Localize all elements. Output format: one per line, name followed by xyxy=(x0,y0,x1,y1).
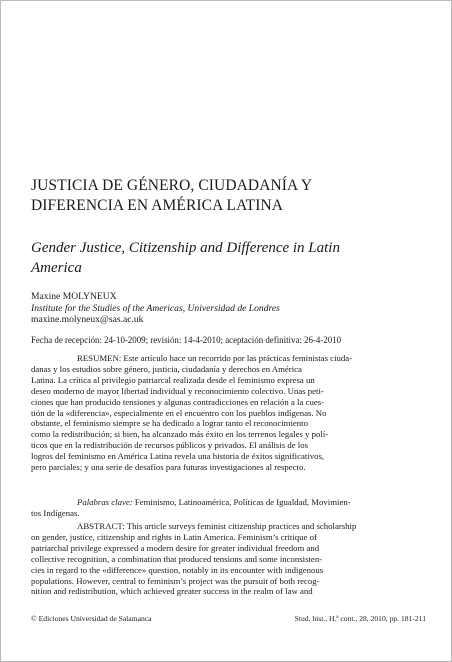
resumen-line: logros del feminismo en América Latina revela una historia de éxitos significativos, xyxy=(31,451,325,462)
resumen-line: como la redistribución; si bien, ha alcanzado más éxito en los terrenos legales y polí- xyxy=(31,429,329,440)
resumen-line: danas y los estudios sobre género, justicia, ciudadanía y derechos en América xyxy=(31,363,302,374)
resumen-line: RESUMEN: Este artículo hace un recorrido por las prácticas feministas ciuda- xyxy=(77,353,353,363)
keywords-line-1 xyxy=(31,497,423,508)
resumen-line: tión de la «diferencia», especialmente en el encuentro con los pueblos indígenas. No xyxy=(31,407,327,418)
abstract-line: nition and redistribution, which achieved greater success in the realm of law and xyxy=(31,586,313,597)
english-title-line-2: America xyxy=(31,260,82,276)
english-title xyxy=(31,238,426,278)
publisher-copyright: © Ediciones Universidad de Salamanca xyxy=(31,614,152,623)
abstract-line: cies in regard to the «difference» question, notably in its encounter with indigenous xyxy=(31,564,324,575)
keywords-line-2: tos Indígenas. xyxy=(31,507,80,518)
author-affiliation: Institute for the Studies of the Americas, Universidad de Londres xyxy=(31,302,280,314)
resumen-line: pero parciales; y una serie de desafíos para futuras investigaciones al respecto. xyxy=(31,462,306,473)
resumen-line: ciones que han producido tensiones y algunas contradicciones en relación a la cues- xyxy=(31,396,325,407)
abstract-line: patriarchal privilege expressed a modern desire for greater individual freedom and xyxy=(31,542,320,553)
article-title-line-2: DIFERENCIA EN AMÉRICA LATINA xyxy=(31,197,284,214)
resumen-line: deseo moderno de mayor libertad individual y reconocimiento colectivo. Unas peti- xyxy=(31,385,324,396)
abstract-line: populations. However, central to feminism’s project was the pursuit of both recog- xyxy=(31,575,320,586)
abstract-line: on gender, justice, citizenship and rights in Latin America. Feminism’s critique of xyxy=(31,531,317,542)
keywords-paragraph xyxy=(31,497,423,519)
resumen-line: Latina. La crítica al privilegio patriarcal realizada desde el feminismo expresa un xyxy=(31,374,315,385)
journal-citation: Stud. hist., H.ª cont., 28, 2010, pp. 181-211 xyxy=(294,614,426,623)
abstract-line: ABSTRACT: This article surveys feminist citizenship practices and scholarship xyxy=(77,521,357,531)
keywords-text: Feminismo, Latinoamérica, Políticas de Igualdad, Movimien- xyxy=(132,497,351,507)
abstract-line: collective recognition, a combination that produced tensions and some inconsisten- xyxy=(31,553,323,564)
resumen-line: obstante, el feminismo siempre se ha dedicado a lograr tanto el reconocimiento xyxy=(31,418,308,429)
resumen-paragraph xyxy=(31,353,423,473)
author-block xyxy=(31,291,426,326)
author-name: Maxine MOLYNEUX xyxy=(31,291,117,302)
english-title-line-1: Gender Justice, Citizenship and Difference in Latin xyxy=(31,240,340,256)
keywords-label: Palabras clave: xyxy=(77,497,133,507)
submission-dates: Fecha de recepción: 24-10-2009; revisión: 14-4-2010; aceptación definitiva: 26-4-2010 xyxy=(31,335,342,345)
article-title xyxy=(31,176,421,216)
article-title-line-1: JUSTICIA DE GÉNERO, CIUDADANÍA Y xyxy=(31,177,313,194)
abstract-paragraph xyxy=(31,521,423,597)
resumen-line: ticos que en la redistribución de recursos públicos y privados. El análisis de los xyxy=(31,440,309,451)
author-email[interactable]: maxine.molyneux@sas.ac.uk xyxy=(31,314,144,326)
